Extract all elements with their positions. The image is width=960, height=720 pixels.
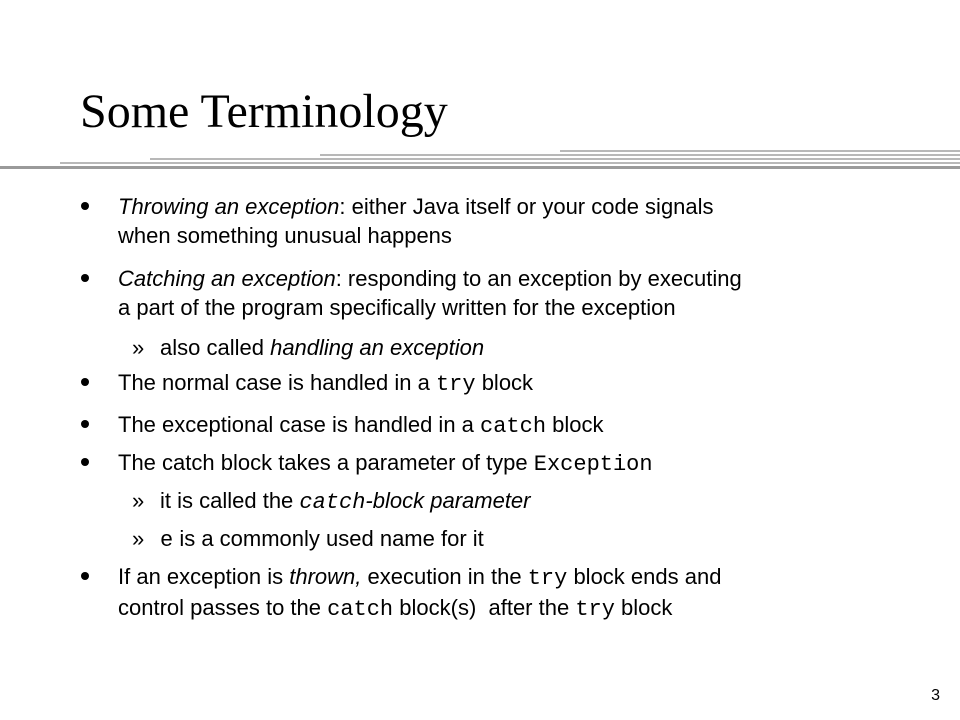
bullet-dot-icon bbox=[81, 572, 89, 580]
bullet-line: when something unusual happens bbox=[118, 223, 452, 248]
bullet-line bbox=[118, 192, 714, 221]
bullet-item-catch bbox=[118, 410, 604, 441]
bullet-text: : responding to an exception by executing bbox=[335, 266, 742, 291]
rule-line bbox=[560, 150, 960, 152]
bullet-line bbox=[118, 562, 721, 593]
code-catch-italic: catch bbox=[299, 490, 366, 515]
sub-bullet-marker: » bbox=[132, 335, 145, 360]
sub-bullet-text: it is called the bbox=[160, 488, 300, 513]
bullet-item-catching bbox=[118, 264, 742, 322]
code-try: try bbox=[575, 597, 615, 622]
sub-bullet-marker: » bbox=[132, 526, 145, 551]
code-try: try bbox=[527, 566, 568, 591]
bullet-text: If an exception is bbox=[118, 564, 290, 589]
sub-bullet-handling bbox=[132, 333, 485, 362]
bullet-dot-icon bbox=[81, 420, 89, 428]
code-exception: Exception bbox=[533, 452, 653, 477]
rule-line bbox=[150, 158, 960, 160]
slide-title: Some Terminology bbox=[80, 85, 448, 138]
bullet-line bbox=[118, 264, 742, 293]
rule-line bbox=[60, 162, 960, 164]
bullet-text: block ends and bbox=[567, 564, 722, 589]
bullet-text: : either Java itself or your code signals bbox=[339, 194, 714, 219]
code-catch: catch bbox=[480, 414, 547, 439]
bullet-text: execution in the bbox=[361, 564, 528, 589]
bullet-line: a part of the program specifically written for the exception bbox=[118, 295, 676, 320]
sub-bullet-marker: » bbox=[132, 488, 145, 513]
bullet-dot-icon bbox=[81, 378, 89, 386]
bullet-text: block bbox=[475, 370, 534, 395]
sub-bullet-em: handling an exception bbox=[270, 335, 485, 360]
rule-line bbox=[0, 166, 960, 169]
bullet-text: block bbox=[614, 595, 673, 620]
bullet-text: block bbox=[546, 412, 604, 437]
bullet-line bbox=[118, 593, 721, 624]
code-catch: catch bbox=[327, 597, 394, 622]
bullet-item-parameter bbox=[118, 448, 653, 479]
code-try: try bbox=[435, 372, 476, 397]
title-underline-rules bbox=[0, 150, 960, 171]
bullet-text: control passes to the bbox=[118, 595, 328, 620]
bullet-text: The exceptional case is handled in a bbox=[118, 412, 481, 437]
sub-bullet-catch-param bbox=[132, 486, 531, 517]
bullet-text: The normal case is handled in a bbox=[118, 370, 436, 395]
bullet-item-throwing bbox=[118, 192, 714, 250]
term-catching: Catching an exception bbox=[118, 266, 336, 291]
term-thrown: thrown, bbox=[289, 564, 362, 589]
page-number: 3 bbox=[931, 687, 940, 704]
bullet-item-thrown bbox=[118, 562, 721, 624]
bullet-item-try bbox=[118, 368, 533, 399]
rule-line bbox=[320, 154, 960, 156]
sub-bullet-em: -block parameter bbox=[365, 488, 531, 513]
bullet-dot-icon bbox=[81, 458, 89, 466]
sub-bullet-text: is a commonly used name for it bbox=[173, 526, 484, 551]
code-e: e bbox=[160, 528, 174, 553]
sub-bullet-text: also called bbox=[160, 335, 271, 360]
sub-bullet-e-name bbox=[132, 524, 484, 555]
bullet-dot-icon bbox=[81, 274, 89, 282]
bullet-dot-icon bbox=[81, 202, 89, 210]
bullet-text: The catch block takes a parameter of type bbox=[118, 450, 534, 475]
bullet-text: block(s) after the bbox=[393, 595, 576, 620]
term-throwing: Throwing an exception bbox=[118, 194, 340, 219]
